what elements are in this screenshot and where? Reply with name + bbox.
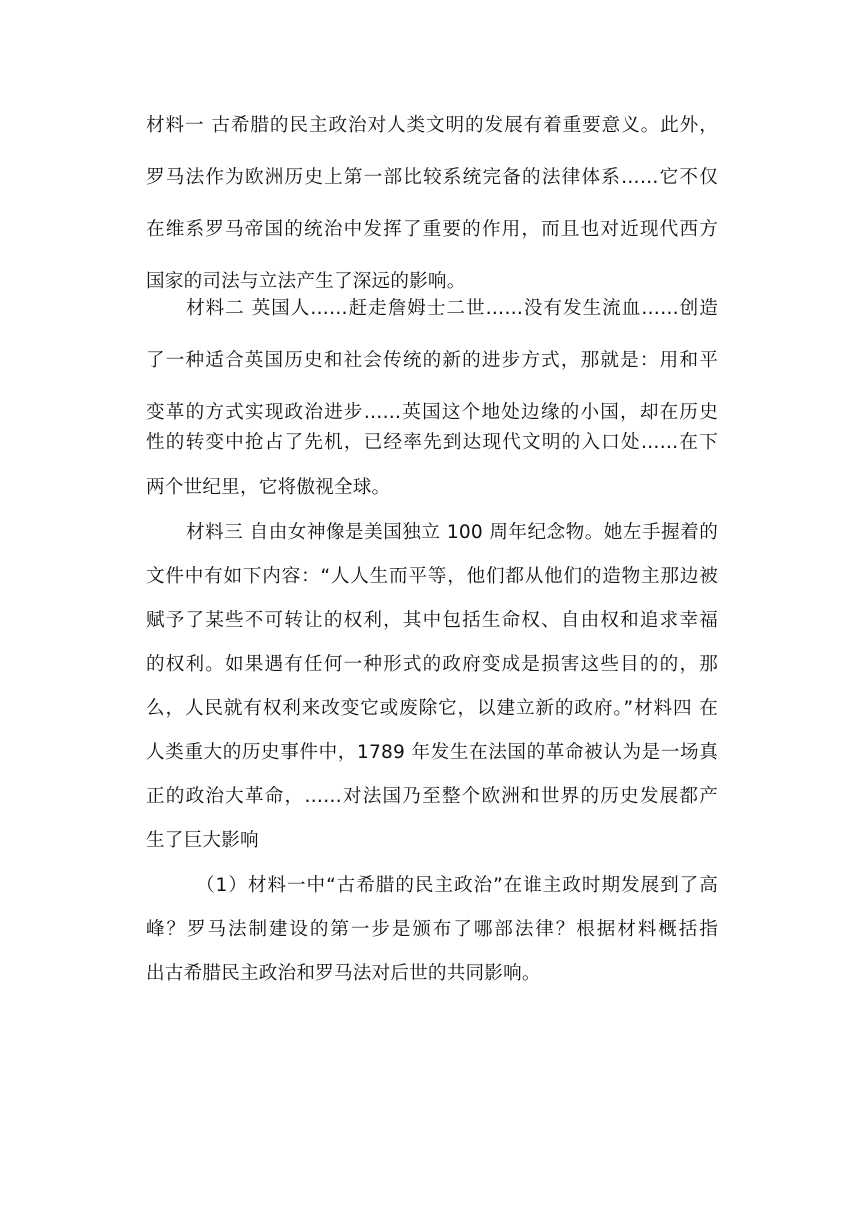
material-1-line-1: 材料一 古希腊的民主政治对人类文明的发展有着重要意义。此外， bbox=[146, 115, 718, 136]
material-3-line-5: 么，人民就有权利来改变它或废除它，以建立新的政府。”材料四 在 bbox=[146, 698, 718, 719]
material-1-line-4: 国家的司法与立法产生了深远的影响。 bbox=[146, 271, 466, 292]
material-1-line-2: 罗马法作为欧洲历史上第一部比较系统完备的法律体系……它不仅 bbox=[146, 167, 718, 188]
material-2-line-5: 两个世纪里，它将傲视全球。 bbox=[146, 477, 391, 498]
material-3-line-1: 材料三 自由女神像是美国独立 100 周年纪念物。她左手握着的 bbox=[186, 522, 718, 543]
question-1-line-2: 峰？罗马法制建设的第一步是颁布了哪部法律？根据材料概括指 bbox=[146, 919, 718, 940]
question-1-line-1: （1）材料一中“古希腊的民主政治”在谁主政时期发展到了高 bbox=[196, 875, 718, 896]
material-2-line-2: 了一种适合英国历史和社会传统的新的进步方式，那就是：用和平 bbox=[146, 350, 718, 371]
material-3-line-3: 赋予了某些不可转让的权利，其中包括生命权、自由权和追求幸福 bbox=[146, 610, 718, 631]
material-2-line-3: 变革的方式实现政治进步……英国这个地处边缘的小国，却在历史 bbox=[146, 402, 718, 423]
material-1-line-3: 在维系罗马帝国的统治中发挥了重要的作用，而且也对近现代西方 bbox=[146, 219, 718, 240]
material-2-line-4: 性的转变中抢占了先机，已经率先到达现代文明的入口处……在下 bbox=[146, 432, 718, 453]
material-3-line-2: 文件中有如下内容：“人人生而平等，他们都从他们的造物主那边被 bbox=[146, 566, 718, 587]
material-4-line-1: 人类重大的历史事件中，1789 年发生在法国的革命被认为是一场真 bbox=[146, 742, 718, 763]
material-4-line-3: 生了巨大影响 bbox=[146, 830, 259, 851]
material-2-line-1: 材料二 英国人……赶走詹姆士二世……没有发生流血……创造 bbox=[186, 298, 718, 319]
material-4-line-2: 正的政治大革命，……对法国乃至整个欧洲和世界的历史发展都产 bbox=[146, 786, 718, 807]
material-3-line-4: 的权利。如果遇有任何一种形式的政府变成是损害这些目的的，那 bbox=[146, 654, 718, 675]
question-1-line-3: 出古希腊民主政治和罗马法对后世的共同影响。 bbox=[146, 963, 541, 984]
